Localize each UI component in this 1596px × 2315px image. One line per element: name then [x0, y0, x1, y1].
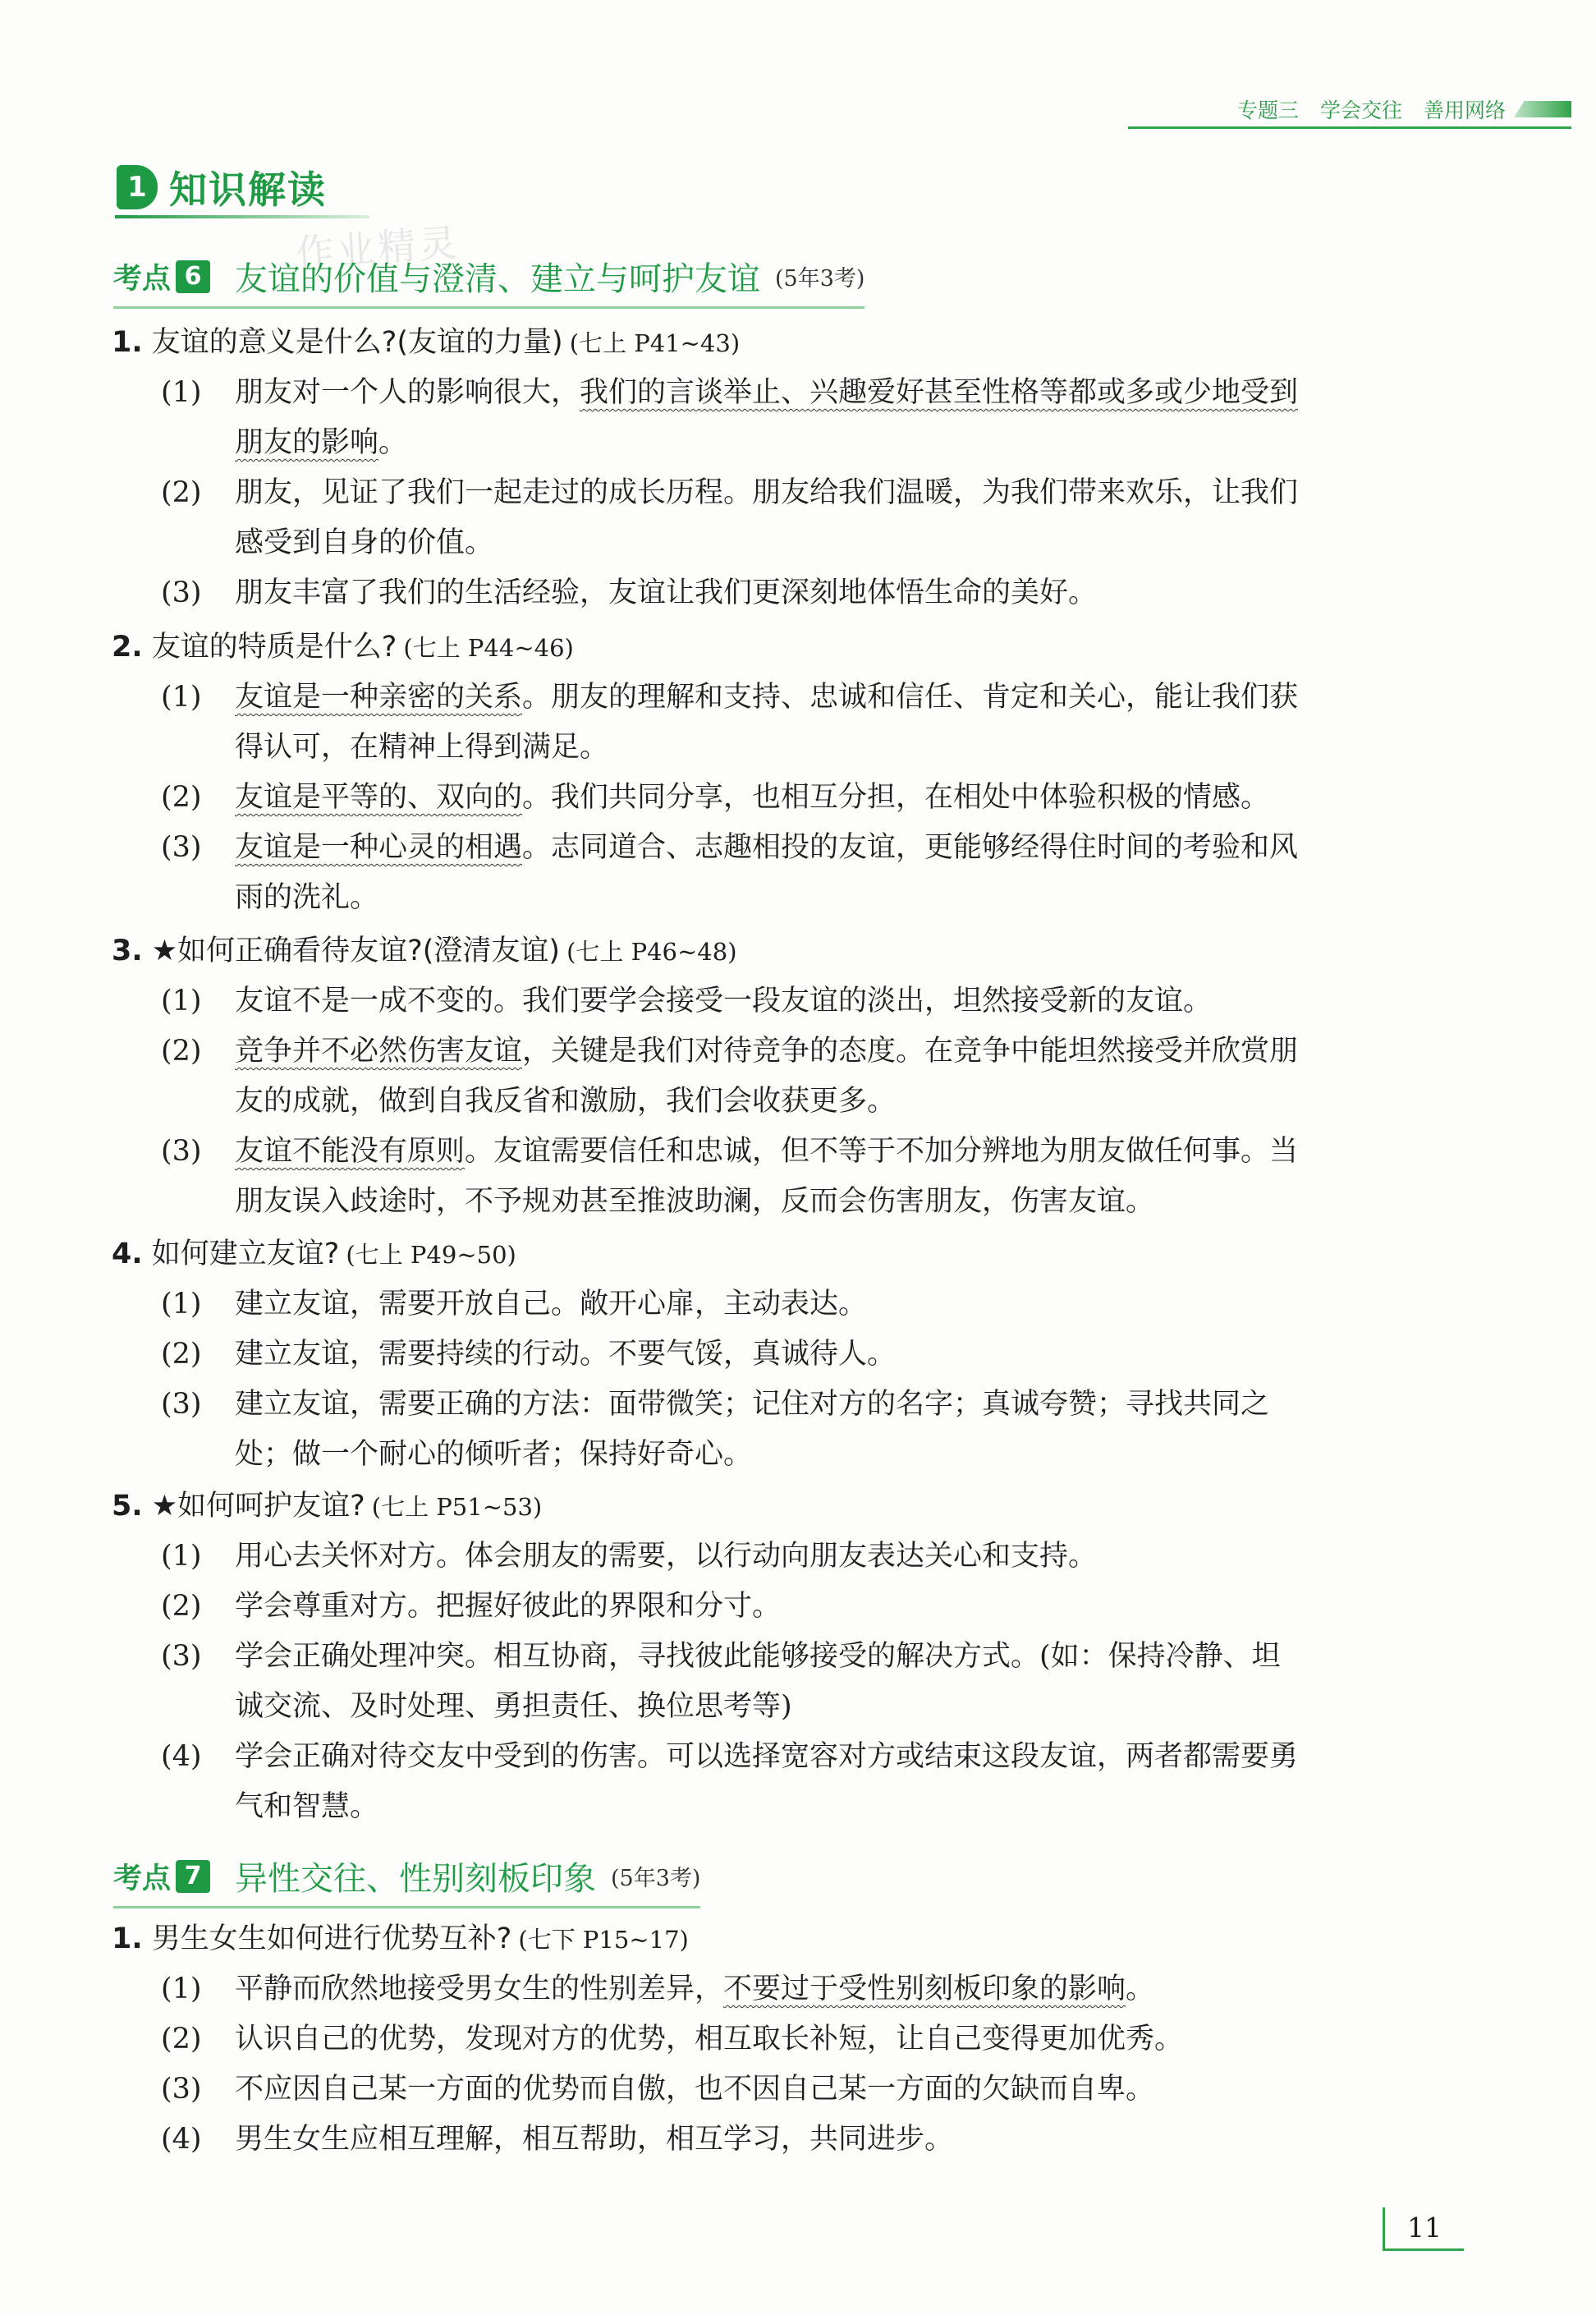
list-item: (1) 朋友对一个人的影响很大，我们的言谈举止、兴趣爱好甚至性格等都或多或少地受到 朋友的影响。	[161, 376, 1299, 459]
textbook-reference: (七上 P46~48)	[566, 938, 737, 966]
textbook-reference: (七下 P15~17)	[518, 1926, 689, 1954]
list-item: (3) 友谊是一种心灵的相遇。志同道合、志趣相投的友谊，更能够经得住时间的考验和风 雨的洗礼。	[161, 831, 1299, 914]
section-number-badge: 1	[117, 165, 158, 209]
key-point: 友谊是一种心灵的相遇	[235, 831, 523, 864]
key-point: 我们的言谈举止、兴趣爱好甚至性格等都或多或少地受到	[580, 376, 1299, 409]
section-heading	[117, 160, 327, 214]
topic-label: 考点	[113, 1862, 172, 1895]
list-item: (2) 竞争并不必然伤害友谊，关键是我们对待竞争的态度。在竞争中能坦然接受并欣赏朋 友的成就，做到自我反省和激励，我们会收获更多。	[161, 1035, 1299, 1118]
question-heading: 3. ★如何正确看待友谊?(澄清友谊) (七上 P46~48)	[112, 935, 737, 967]
header-decoration	[1514, 101, 1571, 117]
list-item: (1) 建立友谊，需要开放自己。敞开心扉，主动表达。	[161, 1288, 868, 1321]
question-text: ★如何正确看待友谊?(澄清友谊)	[151, 935, 561, 967]
topic-frequency: (5年3考)	[611, 1866, 701, 1891]
topic-title: 友谊的价值与澄清、建立与呵护友谊	[235, 260, 761, 298]
key-point: 竞争并不必然伤害友谊	[235, 1035, 523, 1068]
list-item: (1) 友谊是一种亲密的关系。朋友的理解和支持、忠诚和信任、肯定和关心，能让我们获 得认可，在精神上得到满足。	[161, 681, 1299, 764]
list-item: (1) 友谊不是一成不变的。我们要学会接受一段友谊的淡出，坦然接受新的友谊。	[161, 985, 1213, 1017]
textbook-reference: (七上 P49~50)	[346, 1241, 516, 1269]
header-title: 学会交往	[1319, 99, 1402, 122]
topic-label: 考点	[113, 262, 172, 296]
key-point: 友谊是一种亲密的关系	[235, 681, 523, 714]
topic-number-badge: 7	[176, 1860, 210, 1893]
textbook-reference: (七上 P41~43)	[569, 329, 741, 357]
list-item: (2) 学会尊重对方。把握好彼此的界限和分寸。	[161, 1590, 782, 1623]
key-point: 不要过于受性别刻板印象的影响	[723, 1973, 1126, 2005]
textbook-reference: (七上 P51~53)	[371, 1493, 543, 1521]
topic-title: 异性交往、性别刻板印象	[235, 1860, 597, 1898]
watermark: 作业精灵	[294, 220, 461, 276]
section-title: 知识解读	[169, 168, 327, 212]
question-text: 友谊的特质是什么?	[151, 631, 397, 664]
list-item: (3) 学会正确处理冲突。相互协商，寻找彼此能够接受的解决方式。(如：保持冷静、坦 诚交流、及时处理、勇担责任、换位思考等)	[161, 1640, 1281, 1723]
list-item: (1) 平静而欣然地接受男女生的性别差异，不要过于受性别刻板印象的影响。	[161, 1973, 1155, 2005]
topic-heading-6	[113, 253, 864, 309]
question-heading: 1. 友谊的意义是什么?(友谊的力量) (七上 P41~43)	[112, 326, 741, 359]
list-item: (3) 建立友谊，需要正确的方法：面带微笑；记住对方的名字；真诚夸赞；寻找共同之 处；做一个耐心的倾听者；保持好奇心。	[161, 1388, 1270, 1471]
key-point: 友谊是平等的、双向的	[235, 781, 523, 814]
question-heading: 5. ★如何呵护友谊? (七上 P51~53)	[112, 1490, 543, 1523]
key-point: 朋友的影响	[235, 426, 379, 459]
list-item: (4) 学会正确对待交友中受到的伤害。可以选择宽容对方或结束这段友谊，两者都需要勇 气和智慧。	[161, 1740, 1299, 1823]
header-subtitle: 善用网络	[1423, 99, 1506, 122]
question-text: 如何建立友谊?	[151, 1238, 340, 1270]
topic-frequency: (5年3考)	[775, 266, 865, 292]
question-heading: 1. 男生女生如何进行优势互补? (七下 P15~17)	[112, 1922, 689, 1955]
question-heading: 2. 友谊的特质是什么? (七上 P44~46)	[112, 631, 574, 664]
question-text: 男生女生如何进行优势互补?	[151, 1922, 512, 1955]
list-item: (2) 认识自己的优势，发现对方的优势，相互取长补短，让自己变得更加优秀。	[161, 2023, 1184, 2055]
topic-heading-7	[113, 1853, 700, 1908]
question-text: ★如何呵护友谊?	[151, 1490, 365, 1523]
question-text: 友谊的意义是什么?(友谊的力量)	[151, 326, 563, 359]
list-item: (3) 朋友丰富了我们的生活经验，友谊让我们更深刻地体悟生命的美好。	[161, 576, 1098, 609]
list-item: (1) 用心去关怀对方。体会朋友的需要，以行动向朋友表达关心和支持。	[161, 1540, 1098, 1573]
list-item: (2) 建立友谊，需要持续的行动。不要气馁，真诚待人。	[161, 1338, 897, 1371]
running-header	[1128, 92, 1571, 129]
section-underline	[115, 215, 369, 218]
list-item: (2) 朋友，见证了我们一起走过的成长历程。朋友给我们温暖，为我们带来欢乐，让我们 感受到自身的价值。	[161, 476, 1299, 559]
key-point: 友谊不能没有原则	[235, 1135, 466, 1168]
page-number: 11	[1383, 2207, 1464, 2251]
list-item: (3) 不应因自己某一方面的优势而自傲，也不因自己某一方面的欠缺而自卑。	[161, 2073, 1155, 2106]
list-item: (3) 友谊不能没有原则。友谊需要信任和忠诚，但不等于不加分辨地为朋友做任何事。当 朋友误入歧途时，不予规劝甚至推波助澜，反而会伤害朋友，伤害友谊。	[161, 1135, 1299, 1218]
textbook-reference: (七上 P44~46)	[403, 634, 574, 662]
list-item: (2) 友谊是平等的、双向的。我们共同分享，也相互分担，在相处中体验积极的情感。	[161, 781, 1270, 814]
question-heading: 4. 如何建立友谊? (七上 P49~50)	[112, 1238, 516, 1270]
header-topic: 专题三	[1236, 99, 1299, 122]
topic-number-badge: 6	[176, 260, 210, 293]
list-item: (4) 男生女生应相互理解，相互帮助，相互学习，共同进步。	[161, 2123, 954, 2156]
